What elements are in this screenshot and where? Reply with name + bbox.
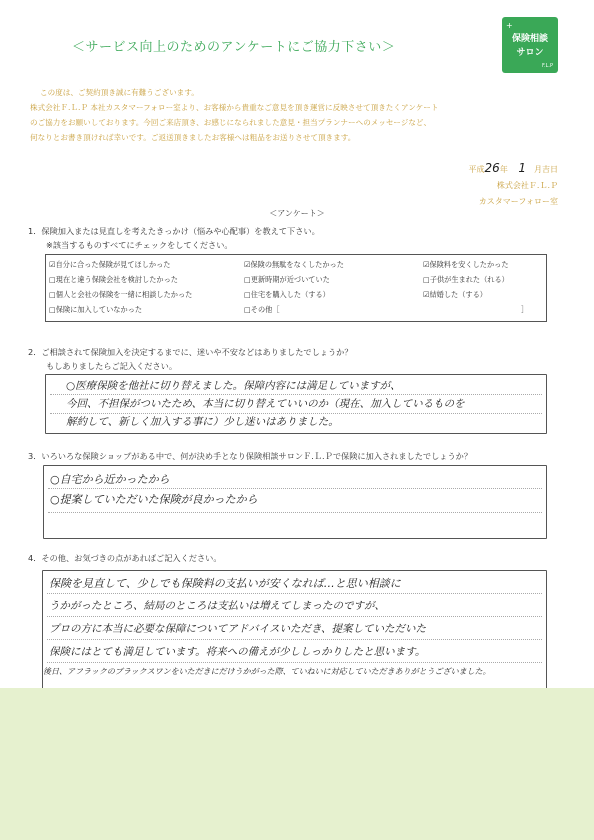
ruled-line [47,593,542,594]
badge-small: F.L.P [541,63,553,69]
checkbox-icon: □ [49,290,56,299]
salon-logo-badge [502,17,558,73]
date-year-suffix: 年 [499,165,508,174]
ruled-line [47,639,542,640]
date-month[interactable]: 1 [518,161,526,175]
question-text: 4．その他、お気づきの点があればご記入ください。 [28,553,222,563]
other-bracket-close: ］ [521,305,529,314]
question-2 [28,347,353,372]
checkbox-icon: □ [49,275,56,284]
page-title: ＜サービス向上のためのアンケートにご協力下さい＞ [72,40,396,55]
plus-icon: + [506,21,513,30]
intro-line: のご協力をお願いしております。今回ご来店頂き、お感じになられました意見・担当プランナーへのメッセージなど、 [30,118,432,127]
question-1 [28,226,320,251]
date-year[interactable]: 26 [484,161,500,175]
date-block [469,160,558,210]
intro-paragraph [30,85,570,145]
footer-background [0,688,594,840]
question-4 [28,553,222,564]
handwritten-answer: 後日、アフラックのブラックスワンをいただきにだけうかがった際、ていねいに対応していただきありがとうございました。 [43,667,491,676]
handwritten-answer: うかがったところ、結局のところは支払いは増えてしまったのですが、 [49,600,385,612]
checkbox-option[interactable]: □その他［ [244,305,280,314]
handwritten-answer: ○医療保険を他社に切り替えました。保障内容には満足していますが、 [66,380,401,392]
ruled-line [48,488,542,489]
handwritten-answer: 保険を見直して、少しでも保険料の支払いが安くなれば…と思い相談に [49,577,401,590]
checked-box-icon: ☑ [423,260,430,269]
checkbox-icon: □ [244,275,251,284]
checked-box-icon: ☑ [244,260,251,269]
checkbox-icon: □ [49,305,56,314]
checkbox-option[interactable]: ☑結婚した（する） [423,290,487,299]
question-sub: もしありましたらご記入ください。 [46,361,178,371]
question-sub: ※該当するものすべてにチェックをしてください。 [46,240,233,250]
checkbox-option[interactable]: ☑自分に合った保険が見てほしかった [49,260,171,269]
checkbox-icon: □ [244,290,251,299]
question-3 [28,451,472,462]
checkbox-option[interactable]: ☑保険の無駄をなくしたかった [244,260,344,269]
section-heading: ＜アンケート＞ [269,209,325,218]
checkbox-option[interactable]: □個人と会社の保険を一緒に相談したかった [49,290,193,299]
date-month-suffix: 月吉日 [534,165,558,174]
checkbox-icon: □ [423,275,430,284]
checked-box-icon: ☑ [49,260,56,269]
checkbox-option[interactable]: □住宅を購入した（する） [244,290,330,299]
question-text: 2．ご相談されて保険加入を決定するまでに、迷いや不安などはありましたでしょうか？ [28,347,353,357]
handwritten-answer: プロの方に本当に必要な保障についてアドバイスいただき、提案していただいた [49,623,427,635]
checkbox-icon: □ [244,305,251,314]
answer-box-q4[interactable] [42,570,547,690]
department-name: カスタマーフォロー室 [478,197,558,206]
ruled-line [48,512,542,513]
handwritten-answer: 解約して、新しく加入する事に）少し迷いはありました。 [66,416,339,428]
checked-box-icon: ☑ [423,290,430,299]
handwritten-answer: 今回、不担保がついたため、本当に切り替えていいのか（現在、加入しているものを [66,398,465,410]
ruled-line [47,662,542,663]
ruled-line [47,616,542,617]
checkbox-group [45,254,547,322]
badge-line2: サロン [516,48,544,58]
handwritten-answer: 保険にはとても満足しています。将来への備えが少ししっかりしたと思います。 [49,646,426,658]
question-text: 1．保険加入または見直しを考えたきっかけ（悩みや心配事）を教えて下さい。 [28,226,320,236]
date-line [469,160,558,178]
intro-line: 株式会社Ｆ.Ｌ.Ｐ 本社カスタマーフォロー室より、お客様から貴重なご意見を頂き運営に反映させて頂きたくアンケート [30,103,439,112]
date-era: 平成 [468,165,485,174]
checkbox-option[interactable]: □現在と違う保険会社を検討したかった [49,275,178,284]
checkbox-option[interactable]: □更新時期が近づいていた [244,275,330,284]
intro-line: この度は、ご契約頂き誠に有難うございます。 [40,88,199,97]
checkbox-option[interactable]: □子供が生まれた（れる） [423,275,509,284]
badge-line1: 保険相談 [511,34,548,44]
checkbox-option[interactable]: ☑保険料を安くしたかった [423,260,509,269]
intro-line: 何なりとお書き頂ければ幸いです。ご返送頂きましたお客様へは粗品をお送りさせて頂きます。 [30,133,356,142]
company-name: 株式会社Ｆ.Ｌ.Ｐ [496,181,558,190]
handwritten-answer: ○自宅から近かったから [50,473,170,486]
answer-box-q2[interactable] [45,374,547,434]
checkbox-option[interactable]: □保険に加入していなかった [49,305,143,314]
handwritten-answer: ○提案していただいた保険が良かったから [50,493,258,506]
ruled-line [50,394,542,395]
question-text: 3．いろいろな保険ショップがある中で、何が決め手となり保険相談サロンＦ.Ｌ.Ｐで保険に加入されましたでしょうか？ [28,451,473,461]
answer-box-q3[interactable] [43,465,547,539]
